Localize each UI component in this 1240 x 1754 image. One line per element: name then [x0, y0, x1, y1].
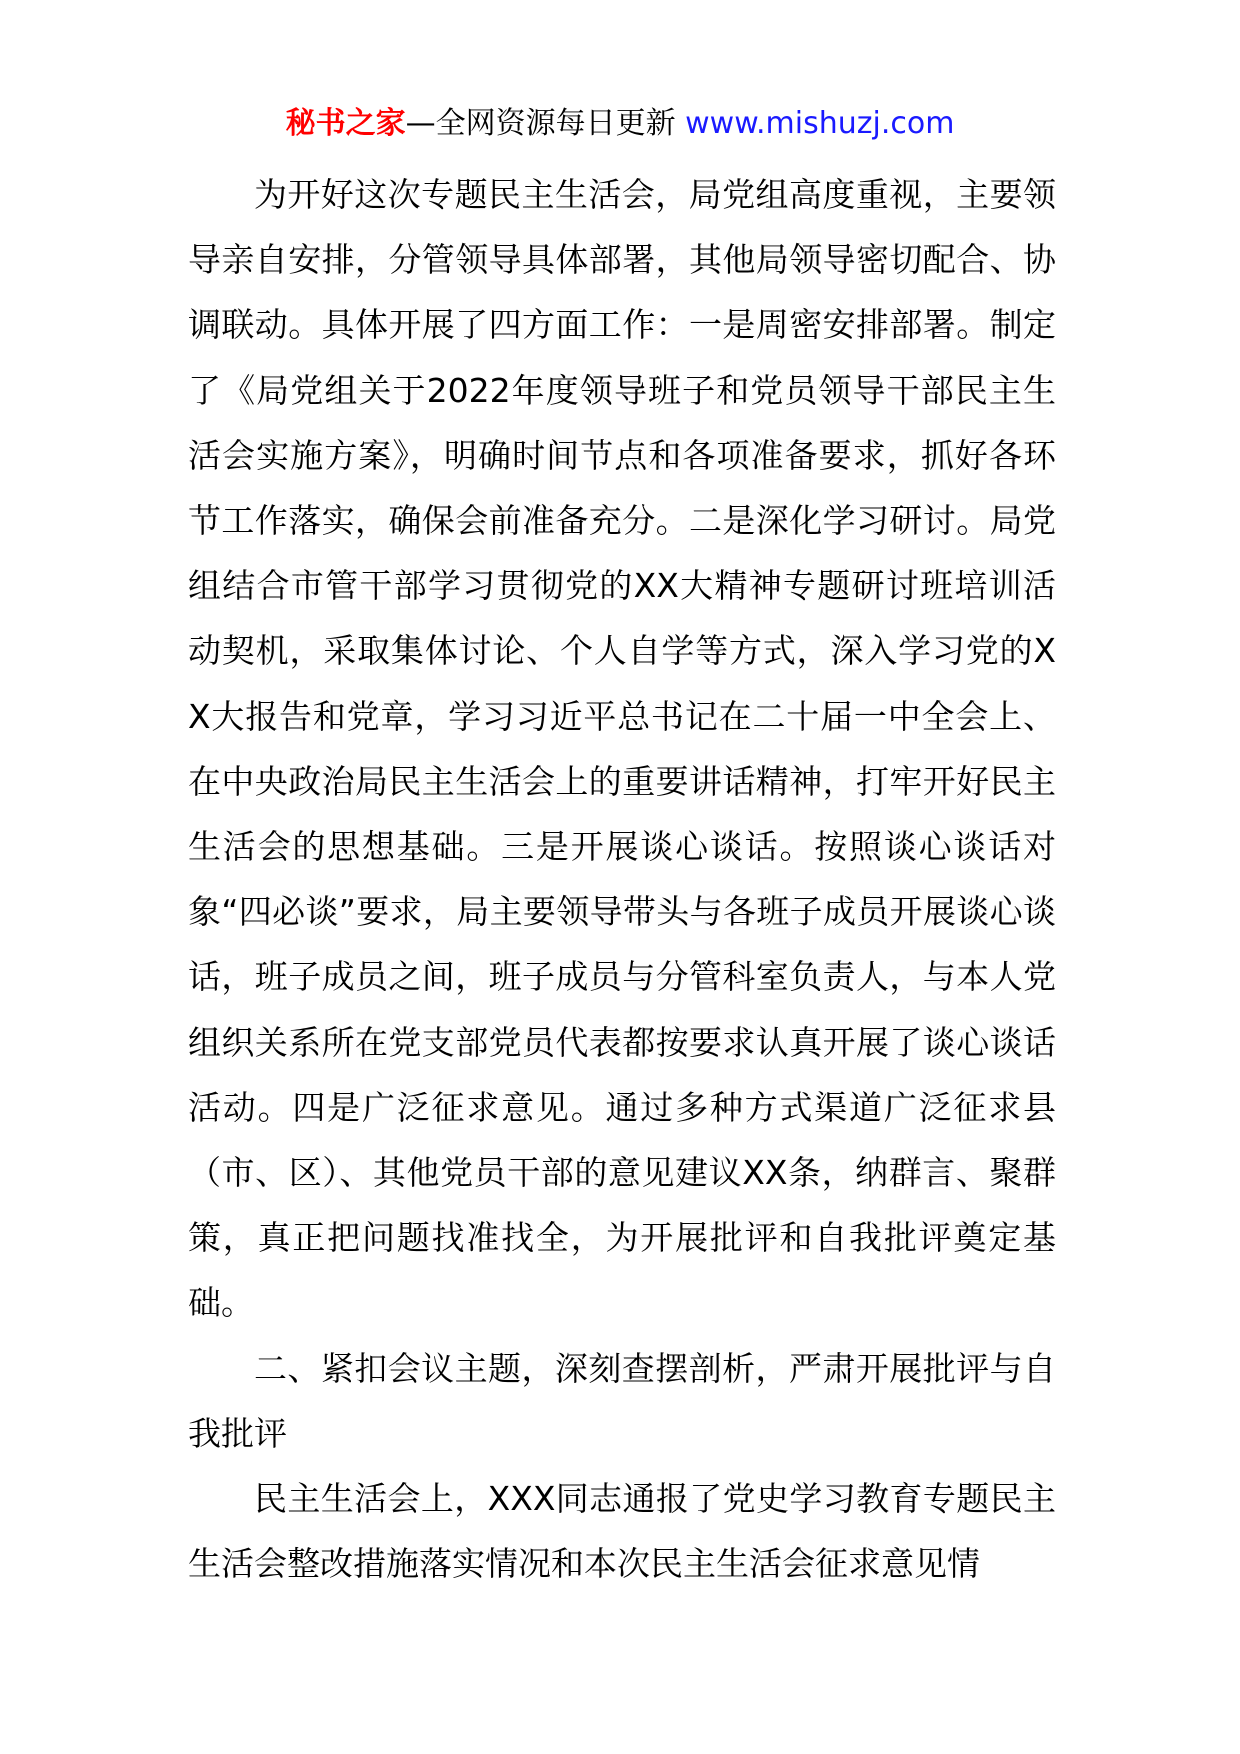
- document-body: [188, 162, 1056, 1596]
- site-tagline: —全网资源每日更新: [405, 106, 676, 141]
- body-paragraph: 民主生活会上，XXX同志通报了党史学习教育专题民主生活会整改措施落实情况和本次民主生活会征求意见情: [188, 1479, 1056, 1584]
- body-paragraph: 为开好这次专题民主生活会，局党组高度重视，主要领导亲自安排，分管领导具体部署，其他局领导密切配合、协调联动。具体开展了四方面工作：一是周密安排部署。制定了《局党组关于2022年度领导班子和党员领导干部民主生活会实施方案》，明确时间节点和各项准备要求，抓好各环节工作落实，确保会前准备充分。二是深化学习研讨。局党组结合市管干部学习贯彻党的XX大精神专题研讨班培训活动契机，采取集体讨论、个人自学等方式，深入学习党的XX大报告和党章，学习习近平总书记在二十届一中全会上、在中央政治局民主生活会上的重要讲话精神，打牢开好民主生活会的思想基础。三是开展谈心谈话。按照谈心谈话对象“四必谈”要求，局主要领导带头与各班子成员开展谈心谈话，班子成员之间，班子成员与分管科室负责人，与本人党组织关系所在党支部党员代表都按要求认真开展了谈心谈话活动。四是广泛征求意见。通过多种方式渠道广泛征求县（市、区）、其他党员干部的意见建议XX条，纳群言、聚群策，真正把问题找准找全，为开展批评和自我批评奠定基础。: [188, 175, 1056, 1323]
- site-brand: 秘书之家: [285, 106, 406, 141]
- site-header: [0, 104, 1240, 144]
- section-heading: 二、紧扣会议主题，深刻查摆剖析，严肃开展批评与自我批评: [188, 1348, 1056, 1453]
- site-url-link[interactable]: www.mishuzj.com: [685, 106, 955, 141]
